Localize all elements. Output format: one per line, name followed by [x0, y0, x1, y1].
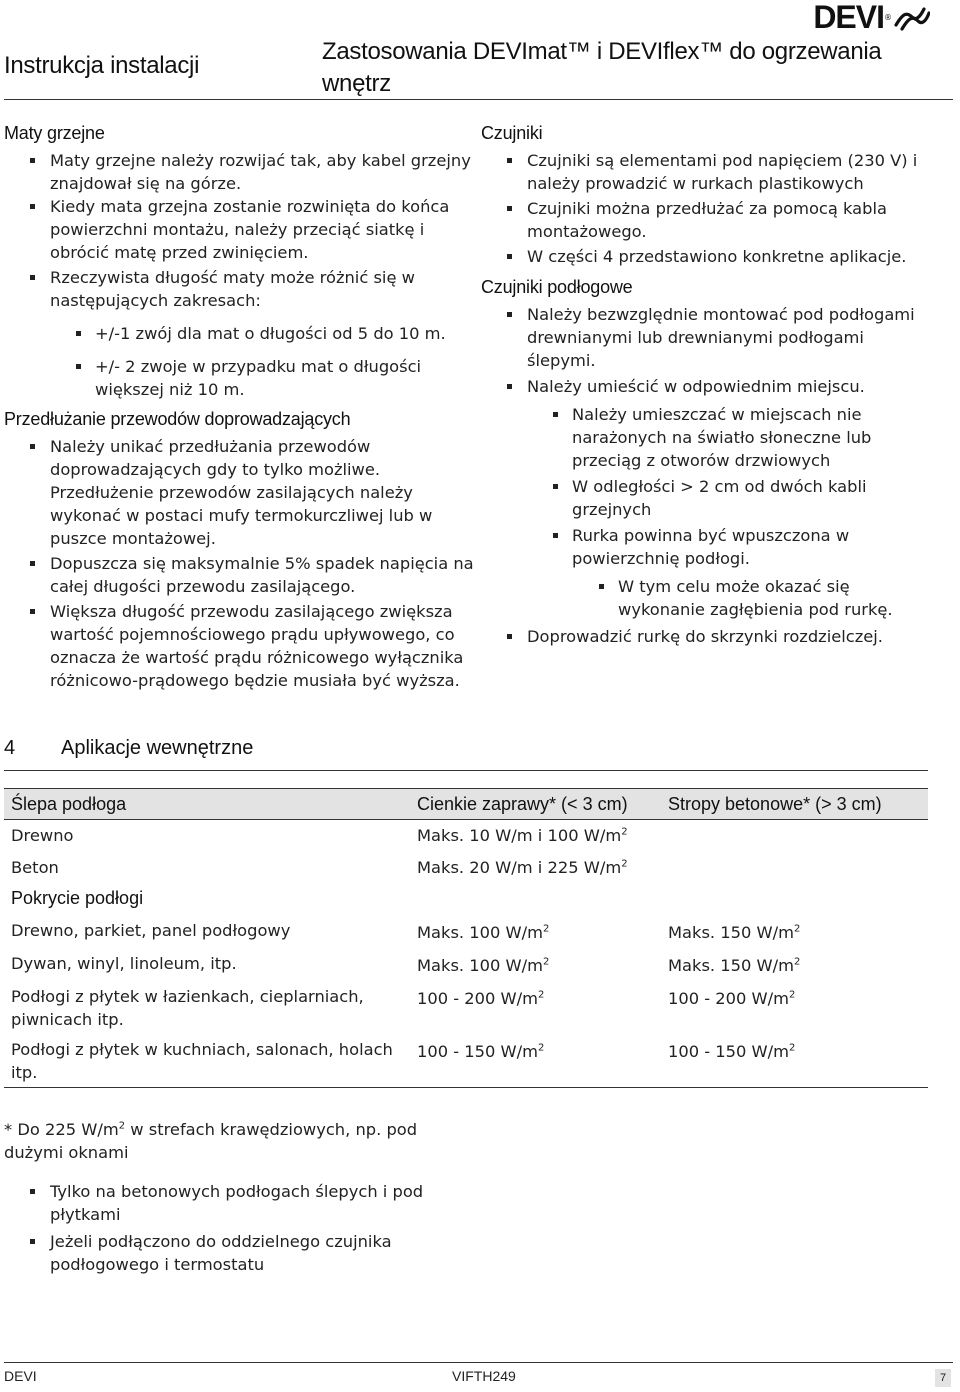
list-item: Czujniki są elementami pod napięciem (230 V) i należy prowadzić w rurkach plastikowych: [481, 149, 931, 195]
column-header: Ślepa podłoga: [4, 789, 410, 820]
list-item: +/- 2 zwoje w przypadku mat o długości większej niż 10 m.: [4, 355, 474, 401]
table-cell: Maks. 150 $W/m^2$: [668, 955, 801, 975]
bullet-icon: [553, 484, 558, 489]
list-item: W części 4 przedstawiono konkretne aplikacje.: [481, 245, 931, 268]
table-row: [4, 949, 928, 982]
logo-registered-mark: ®: [884, 12, 892, 22]
table-cell: [661, 884, 928, 916]
column-header: Cienkie zaprawy* (< 3 cm): [410, 789, 661, 820]
header-divider: [4, 99, 953, 100]
table-cell: [410, 884, 661, 916]
table-row: [4, 852, 928, 884]
table-cell: 100 - 200 $W/m^2$: [417, 988, 545, 1008]
bullet-icon: [507, 634, 512, 639]
section-heading-indoor-applications: [4, 737, 253, 760]
table-cell: Drewno, parkiet, panel podłogowy: [11, 920, 291, 940]
bullet-icon: [30, 275, 35, 280]
page-title: Zastosowania DEVImat™ i DEVIflex™ do ogrzewania wnętrz: [322, 38, 882, 97]
table-cell: [661, 852, 928, 884]
list-item: Należy umieścić w odpowiednim miejscu.: [481, 375, 931, 398]
footer-brand: DEVI: [4, 1368, 37, 1384]
list-item: Doprowadzić rurkę do skrzynki rozdzielczej.: [481, 625, 931, 648]
table-cell: Maks. 100 $W/m^2$: [417, 955, 550, 975]
bullet-icon: [599, 584, 604, 589]
bullet-icon: [30, 561, 35, 566]
section-heading-lead-extension: Przedłużanie przewodów doprowadzających: [4, 409, 351, 429]
list-item: Dopuszcza się maksymalnie 5% spadek napięcia na całej długości przewodu zasilającego.: [4, 552, 474, 598]
table-cell: Beton: [11, 857, 59, 877]
bullet-icon: [30, 1189, 35, 1194]
table-subheader-row: [4, 884, 928, 916]
list-item: W odległości > 2 cm od dwóch kabli grzejnych: [481, 475, 931, 521]
table-cell: [661, 820, 928, 852]
list-item: Większa długość przewodu zasilającego zwiększa wartość pojemnościowego prądu upływowego, co oznacza że wartość prądu różnicowego wyłącznika różnicowo-prądowego będzie musiała być wyższa.: [4, 600, 474, 692]
table-cell: Drewno: [11, 826, 74, 845]
page-number: 7: [935, 1369, 951, 1387]
list-item: +/-1 zwój dla mat o długości od 5 do 10 m.: [4, 322, 474, 345]
list-item: Jeżeli podłączono do oddzielnego czujnika podłogowego i termostatu: [4, 1230, 464, 1276]
bullet-icon: [553, 533, 558, 538]
bullet-icon: [507, 384, 512, 389]
table-row: [4, 916, 928, 949]
table-cell: 100 - 200 $W/m^2$: [668, 988, 796, 1008]
table-header-row: [4, 789, 928, 820]
list-item: Należy bezwzględnie montować pod podłogami drewnianymi lub drewnianymi podłogami ślepymi.: [481, 303, 931, 372]
list-item: Czujniki można przedłużać za pomocą kabla montażowego.: [481, 197, 931, 243]
table-notes: [4, 1118, 464, 1276]
left-column: [4, 120, 474, 692]
section-heading-floor-sensors: Czujniki podłogowe: [481, 277, 633, 297]
table-cell: Dywan, winyl, linoleum, itp.: [11, 953, 237, 973]
section-title: Aplikacje wewnętrzne: [61, 737, 254, 759]
table-row: [4, 1035, 928, 1088]
list-item: Rzeczywista długość maty może różnić się w następujących zakresach:: [4, 266, 474, 312]
column-header: Stropy betonowe* (> 3 cm): [661, 789, 928, 820]
bullet-icon: [553, 412, 558, 417]
table-cell: Maks. 150 $W/m^2$: [668, 922, 801, 942]
table-cell: Maks. 20 W/m i 225 $W/m^2$: [417, 857, 628, 877]
list-item: Należy unikać przedłużania przewodów doprowadzających gdy to tylko możliwe. Przedłużenie przewodów zasilających należy wykonać w postaci mufy termokurczliwej lub w puszce montażowej.: [4, 435, 474, 550]
footnote: * Do 225 $W/m^2$ w strefach krawędziowych, np. pod dużymi oknami: [4, 1120, 418, 1162]
section-heading-sensors: Czujniki: [481, 123, 543, 143]
table-cell: Podłogi z płytek w kuchniach, salonach, holach itp.: [11, 1039, 393, 1082]
footer-doc-code: VIFTH249: [452, 1368, 516, 1384]
bullet-icon: [507, 158, 512, 163]
table-cell: 100 - 150 $W/m^2$: [668, 1041, 796, 1061]
right-column: [481, 120, 931, 648]
doc-type-label: Instrukcja instalacji: [4, 52, 200, 79]
devi-wave-icon: [894, 3, 930, 31]
bullet-icon: [507, 312, 512, 317]
logo-text: DEVI: [813, 0, 884, 35]
list-item: Rurka powinna być wpuszczona w powierzchnię podłogi.: [481, 524, 931, 570]
section-number: 4: [4, 737, 16, 759]
list-item: Należy umieszczać w miejscach nie narażonych na światło słoneczne lub przeciąg z otworów drzwiowych: [481, 403, 931, 472]
section-divider: [4, 770, 928, 771]
footer-divider: [4, 1362, 953, 1363]
bullet-icon: [507, 206, 512, 211]
list-item: Kiedy mata grzejna zostanie rozwinięta do końca powierzchni montażu, należy przeciąć siatkę i obrócić matę przed zwinięciem.: [4, 195, 474, 264]
table-cell: Maks. 100 $W/m^2$: [417, 922, 550, 942]
bullet-icon: [30, 444, 35, 449]
applications-table: [4, 788, 928, 1088]
table-row: [4, 820, 928, 852]
list-item: Maty grzejne należy rozwijać tak, aby kabel grzejny znajdował się na górze.: [4, 149, 474, 195]
bullet-icon: [76, 331, 81, 336]
table-cell: Maks. 10 W/m i 100 $W/m^2$: [417, 826, 628, 845]
table-row: [4, 982, 928, 1035]
bullet-icon: [76, 364, 81, 369]
bullet-icon: [30, 204, 35, 209]
bullet-icon: [30, 1239, 35, 1244]
list-item: Tylko na betonowych podłogach ślepych i pod płytkami: [4, 1180, 464, 1226]
table-cell: 100 - 150 $W/m^2$: [417, 1041, 545, 1061]
table-cell: Pokrycie podłogi: [11, 887, 144, 908]
devi-logo: [813, 0, 930, 35]
table-cell: Podłogi z płytek w łazienkach, cieplarniach, piwnicach itp.: [11, 986, 364, 1029]
section-heading-heating-mats: Maty grzejne: [4, 123, 105, 143]
list-item: W tym celu może okazać się wykonanie zagłębienia pod rurkę.: [481, 575, 931, 621]
bullet-icon: [507, 254, 512, 259]
bullet-icon: [30, 158, 35, 163]
bullet-icon: [30, 609, 35, 614]
